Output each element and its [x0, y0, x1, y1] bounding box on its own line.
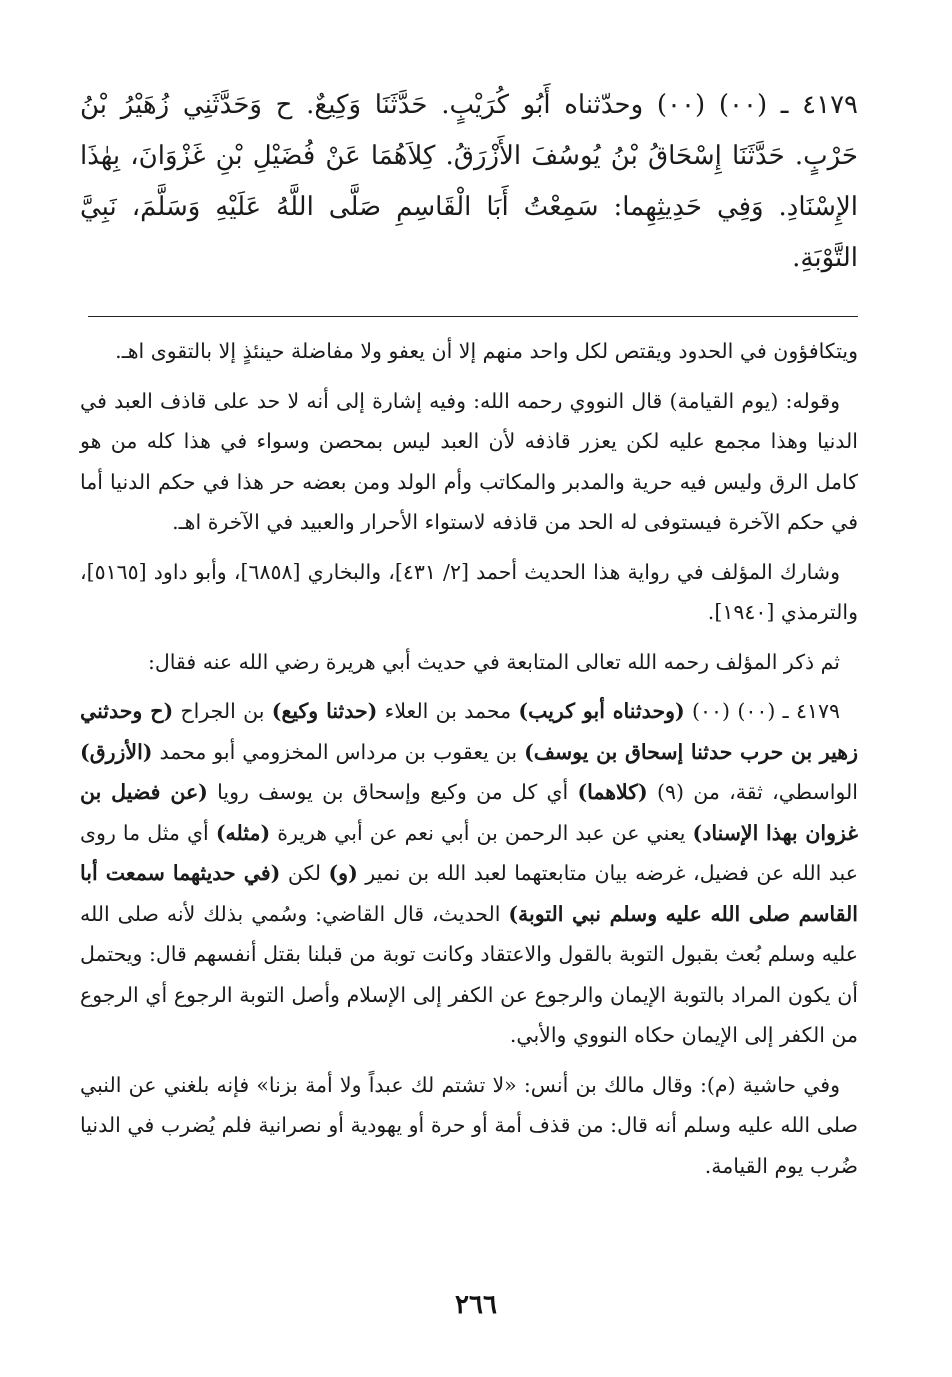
hadith-number: ٤١٧٩ ـ (٠٠) (٠٠) [684, 699, 841, 723]
explanation-text: محمد بن العلاء [377, 699, 519, 723]
commentary-section [80, 331, 858, 1186]
quoted-text: (الأزرق) [80, 739, 153, 764]
hadith-paragraph [80, 80, 858, 284]
hadith-line-3: الإِسْنَادِ. وَفِي حَدِيثِهِما: سَمِعْتُ أَبَا الْقَاسِمِ صَلَّى اللَّهُ عَلَيْهِ وَسَلَّمَ، نَبِيَّ التَّوْبَةِ. [80, 192, 858, 273]
commentary-paragraph-5 [80, 691, 858, 1056]
explanation-text: أي مثل ما روى عبد الله عن فضيل، غرضه بيان متابعتهما لعبد الله بن نمير [80, 820, 858, 885]
page-body [80, 80, 858, 1195]
hadith-line-1: ٤١٧٩ ـ (٠٠) (٠٠) وحدّثناه أَبُو كُرَيْبٍ. حَدَّثَنَا وَكِيعٌ. ح وَحَدَّثَنِي زُهَيْرُ بْنُ [80, 90, 858, 120]
footnote-separator [88, 316, 858, 317]
explanation-text: بن يعقوب بن مرداس المخزومي أبو محمد [152, 739, 525, 764]
commentary-paragraph-4: ثم ذكر المؤلف رحمه الله تعالى المتابعة في حديث أبي هريرة رضي الله عنه فقال: [147, 649, 840, 674]
commentary-paragraph-6: وفي حاشية (م): وقال مالك بن أنس: «لا تشتم لك عبداً ولا أمة بزنا» فإنه بلغني عن النبي صلى الله عليه وسلم أنه قال: من قذف أمة أو حرة أو يهودية أو نصرانية فلم يُضرب في الدنيا ضُرب يوم القيامة. [80, 1072, 858, 1178]
quoted-text: (و) [328, 861, 358, 885]
commentary-paragraph-2: وقوله: (يوم القيامة) قال النووي رحمه الله: وفيه إشارة إلى أنه لا حد على قاذف العبد في الدنيا وهذا مجمع عليه لكن يعزر قاذفه لأن العبد ليس بمحصن وسواء في هذا كله من هو كامل الرق وليس فيه حرية والمدبر والمكاتب وأم الولد ومن بعضه حر هذا في حكم الدنيا أما في حكم الآخرة فيستوفى له الحد من قاذفه لاستواء الأحرار والعبيد في الآخرة اهـ. [80, 388, 858, 534]
explanation-text: أي كل من وكيع وإسحاق بن يوسف رويا [207, 780, 578, 804]
quoted-text: (عن فضيل بن غزوان بهذا الإسناد) [80, 780, 859, 845]
hadith-text [80, 80, 858, 284]
explanation-text: الواسطي، ثقة، من (٩) [647, 780, 858, 804]
quoted-text: (مثله) [215, 820, 271, 845]
explanation-text: بن الجراح [173, 699, 272, 723]
quoted-text: (حدثنا وكيع) [271, 699, 378, 723]
explanation-text: الحديث، قال القاضي: وسُمي بذلك لأنه صلى الله عليه وسلم بُعث بقبول التوبة بالقول والاعتقاد وكانت توبة من قبلنا بقتل أنفسهم قال: ويحتمل أن يكون المراد بالتوبة الإيمان والرجوع عن الكفر إلى الإسلام وأصل التوبة الرجوع أي الرجوع من الكفر إلى الإيمان حكاه النووي والأبي. [80, 901, 858, 1047]
explanation-text: يعني عن عبد الرحمن بن أبي نعم عن أبي هريرة [270, 820, 693, 845]
commentary-paragraph-3: وشارك المؤلف في رواية هذا الحديث أحمد [٢/ ٤٣١]، والبخاري [٦٨٥٨]، وأبو داود [٥١٦٥]، والترمذي [١٩٤٠]. [80, 559, 858, 624]
quoted-text: (ح وحدثني زهير بن حرب حدثنا إسحاق بن يوسف) [80, 699, 859, 764]
hadith-line-2: حَرْبٍ. حَدَّثَنَا إِسْحَاقُ بْنُ يُوسُفَ الأَزْرَقُ. كِلاَهُمَا عَنْ فُضَيْلِ بْنِ غَزْوَانَ، بِهٰذَا [80, 141, 858, 171]
page-number: ٢٦٦ [455, 1290, 497, 1320]
commentary-paragraph-1: ويتكافؤون في الحدود ويقتص لكل واحد منهم إلا أن يعفو ولا مفاضلة حينئذٍ إلا بالتقوى اهـ. [115, 339, 858, 363]
quoted-text: (كلاهما) [577, 780, 648, 804]
explanation-text: لكن [280, 861, 329, 885]
quoted-text: (في حديثهما سمعت أبا القاسم صلى الله عليه وسلم نبي التوبة) [80, 861, 858, 926]
quoted-text: (وحدثناه أبو كريب) [518, 699, 685, 723]
